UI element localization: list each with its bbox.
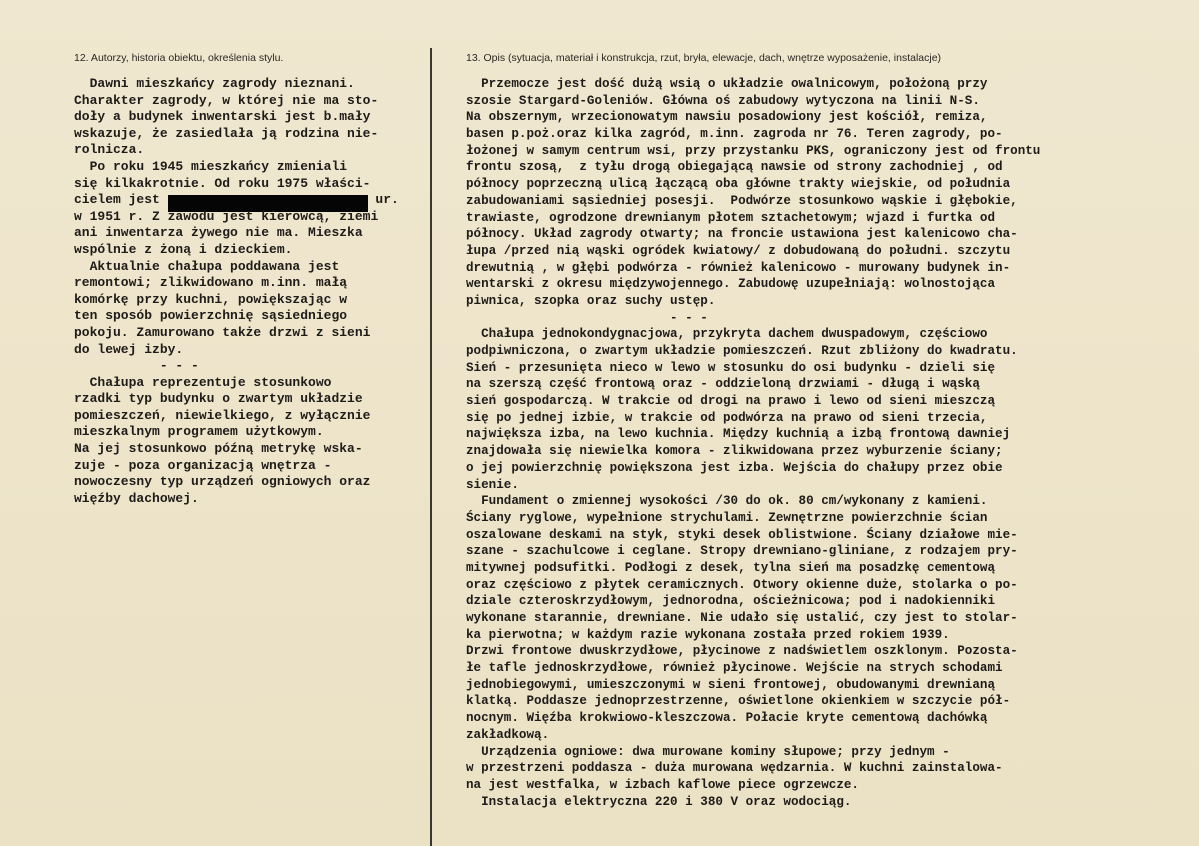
history-line: Aktualnie chałupa poddawana jest <box>74 258 340 274</box>
description-line: się po jednej izbie, w trakcie od podwórza na prawo od sieni trzecia, <box>466 410 988 425</box>
history-line: Dawni mieszkańcy zagrody nieznani. <box>74 76 355 91</box>
description-text-column <box>466 76 1196 810</box>
history-line: ten sposób powierzchnię sąsiedniego <box>74 308 348 324</box>
history-line: cielem jest ur. <box>74 192 428 209</box>
description-line: - - - <box>466 310 708 325</box>
history-line: w 1951 r. Z zawodu jest kierowcą, ziemi <box>74 208 379 224</box>
history-line: Charakter zagrody, w której nie ma sto- <box>74 92 379 108</box>
history-line: więźby dachowej. <box>74 490 199 506</box>
description-line: łupa /przed nią wąski ogródek kwiatowy/ z dobudowaną do południ. szczytu <box>466 243 1011 258</box>
description-line: basen p.poż.oraz kilka zagród, m.inn. zagroda nr 76. Teren zagrody, po- <box>466 127 1003 142</box>
description-line: ka pierwotna; w każdym razie wykonana została przed rokiem 1939. <box>466 627 950 642</box>
description-line: północy poprzeczną ulicą łączącą oba główne trakty wiejskie, od południa <box>466 177 1011 192</box>
history-line: mieszkalnym programem użytkowym. <box>74 424 324 440</box>
history-line: Chałupa reprezentuje stosunkowo <box>74 374 332 390</box>
description-line: największa izba, na lewo kuchnia. Między kuchnią a izbą frontową dawniej <box>466 427 1011 442</box>
history-line: Na jej stosunkowo późną metrykę wska- <box>74 441 363 457</box>
column-divider <box>430 48 432 846</box>
description-line: na szerszą część frontową oraz - oddzieloną drzwiami - długą i wąską <box>466 377 980 392</box>
description-line: Drzwi frontowe dwuskrzydłowe, płycinowe z nadświetlem oszklonym. Pozosta- <box>466 644 1018 659</box>
description-line: nocnym. Więźba krokwiowo-kleszczowa. Połacie kryte cementową dachówką <box>466 711 988 726</box>
description-line: oraz częściowo z płytek ceramicznych. Otwory okienne duże, stolarka o po- <box>466 577 1018 592</box>
description-line: podpiwniczona, o zwartym układzie pomieszczeń. Rzut zbliżony do kwadratu. <box>466 344 1018 358</box>
description-line: wentarski z okresu międzywojennego. Zabudowę uzupełniają: wolnostojąca <box>466 277 996 292</box>
description-line: oszalowane deskami na styk, styki desek oblistwione. Ściany działowe mie- <box>466 527 1018 542</box>
history-line: zuje - poza organizacją wnętrza - <box>74 457 332 473</box>
history-line: pokoju. Zamurowano także drzwi z sieni <box>74 324 371 340</box>
description-line: zakładkową. <box>466 727 550 742</box>
history-line: się kilkakrotnie. Od roku 1975 właści- <box>74 175 371 191</box>
description-line: jednobiegowymi, umieszczonymi w sieni frontowej, obudowanymi drewnianą <box>466 677 996 692</box>
history-line: nowoczesny typ urządzeń ogniowych oraz <box>74 474 371 490</box>
description-line: łe tafle jednoskrzydłowe, również płycinowe. Wejście na strych schodami <box>466 661 1003 676</box>
description-line: o jej powierzchnię powiększona jest izba. Wejścia do chałupy przez obie <box>466 460 1003 475</box>
description-line: dziale czteroskrzydłowym, jednorodna, ościeżnicowa; pod i nadokienniki <box>466 594 996 609</box>
description-line: łożonej w samym centrum wsi, przy przystanku PKS, ograniczony jest od frontu <box>466 143 1041 158</box>
description-line: sień gospodarczą. W trakcie od drogi na prawo i lewo od sieni mieszczą <box>466 394 996 409</box>
description-line: szosie Stargard-Goleniów. Główna oś zabudowy wytyczona na linii N-S. <box>466 93 980 108</box>
description-line: Na obszernym, wrzecionowatym nawsiu posadowiony jest kościół, remiza, <box>466 110 988 125</box>
history-line: wspólnie z żoną i dzieckiem. <box>74 241 293 257</box>
history-line: - - - <box>74 358 199 374</box>
history-line: ani inwentarza żywego nie ma. Mieszka <box>74 225 363 241</box>
history-line: pomieszczeń, niewielkiego, z wyłącznie <box>74 407 371 423</box>
history-line: do lewej izby. <box>74 341 184 357</box>
section-12-header: 12. Autorzy, historia obiektu, określenia stylu. <box>74 52 284 64</box>
description-line: mitywnej podsufitki. Podłogi z desek, tylna sień ma posadzkę cementową <box>466 560 996 575</box>
description-line: zabudowaniami sąsiedniej posesji. Podwórze stosunkowo wąskie i głębokie, <box>466 193 1018 208</box>
description-line: na jest westfalka, w izbach kaflowe piece ogrzewcze. <box>466 777 859 792</box>
description-line: klatką. Poddasze jednoprzestrzenne, oświetlone okienkiem w szczycie pół- <box>466 694 1011 709</box>
history-line: remontowi; zlikwidowano m.inn. małą <box>74 275 348 291</box>
history-line: wskazuje, że zasiedlała ją rodzina nie- <box>74 125 379 141</box>
description-line: frontu szosą, z tyłu drogą obiegającą nawsie od strony zachodniej , od <box>466 160 1003 175</box>
description-line: Chałupa jednokondygnacjowa, przykryta dachem dwuspadowym, częściowo <box>466 327 988 342</box>
history-line: komórkę przy kuchni, powiększając w <box>74 291 348 307</box>
description-line: piwnica, szopka oraz suchy ustęp. <box>466 293 716 308</box>
description-line: szane - szachulcowe i ceglane. Stropy drewniano-gliniane, z rodzajem pry- <box>466 544 1018 559</box>
description-line: Ściany ryglowe, wypełnione strychulami. Zewnętrzne powierzchnie ścian <box>466 510 988 525</box>
description-line: Urządzenia ogniowe: dwa murowane kominy słupowe; przy jednym - <box>466 744 950 759</box>
description-line: Fundament o zmiennej wysokości /30 do ok. 80 cm/wykonany z kamieni. <box>466 494 988 509</box>
history-line: rolnicza. <box>74 142 145 158</box>
description-line: trawiaste, ogrodzone drewnianym płotem sztachetowym; wjazd i furtka od <box>466 210 996 225</box>
description-line: Sień - przesunięta nieco w lewo w stosunku do osi budynku - dzieli się <box>466 360 996 375</box>
history-text-column <box>74 76 428 507</box>
history-line: Po roku 1945 mieszkańcy zmieniali <box>74 158 348 174</box>
description-line: północy. Układ zagrody otwarty; na froncie ustawiona jest kalenicowo cha- <box>466 227 1018 242</box>
history-line: doły a budynek inwentarski jest b.mały <box>74 109 371 125</box>
description-line: znajdowała się niewielka komora - zlikwidowana przez wyburzenie ściany; <box>466 444 1003 459</box>
description-line: wykonane starannie, drewniane. Nie udało się ustalić, czy jest to stolar- <box>466 611 1018 625</box>
history-line: rzadki typ budynku o zwartym układzie <box>74 391 363 407</box>
description-line: sienie. <box>466 477 519 492</box>
description-line: drewutnią , w głębi podwórza - również kalenicowo - murowany budynek in- <box>466 260 1011 275</box>
section-13-header: 13. Opis (sytuacja, materiał i konstrukcja, rzut, bryła, elewacje, dach, wnętrze wyposażenie, instalacje) <box>466 52 942 64</box>
description-line: Instalacja elektryczna 220 i 380 V oraz wodociąg. <box>466 794 852 809</box>
description-line: Przemocze jest dość dużą wsią o układzie owalnicowym, położoną przy <box>466 77 988 91</box>
description-line: w przestrzeni poddasza - duża murowana wędzarnia. W kuchni zainstalowa- <box>466 761 1003 776</box>
